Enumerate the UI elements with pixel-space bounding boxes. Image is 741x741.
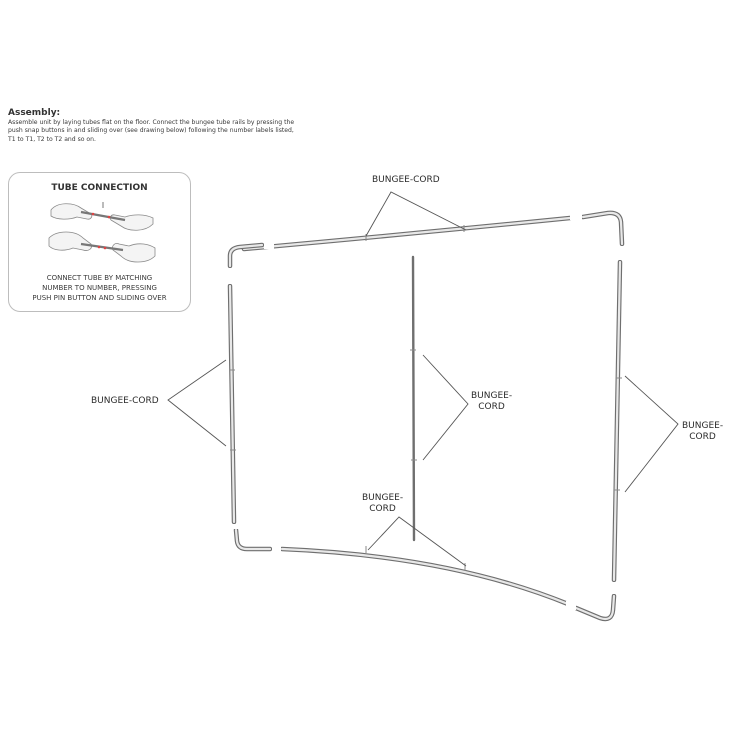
top-right-corner-tube bbox=[583, 213, 622, 244]
tube-joint-gap bbox=[226, 268, 234, 284]
label-text: BUNGEE- bbox=[362, 493, 404, 503]
bottom-rail bbox=[282, 549, 568, 604]
label-text: BUNGEE- bbox=[471, 391, 513, 401]
assembly-line: push snap buttons in and sliding over (see drawing below) following the number labels listed, bbox=[8, 127, 294, 135]
center-upper-bungee-leader bbox=[423, 355, 468, 460]
center-pole bbox=[413, 257, 414, 540]
right-bungee-leader bbox=[625, 376, 678, 492]
tube-joint-gap bbox=[272, 545, 281, 553]
left-rail bbox=[230, 286, 234, 522]
tube-connection-caption: CONNECT TUBE BY MATCHING NUMBER TO NUMBER, PRESSING PUSH PIN BUTTON AND SLIDING OVER bbox=[32, 274, 167, 303]
label-text: BUNGEE-CORD bbox=[372, 175, 440, 185]
label-text: CORD bbox=[478, 402, 505, 413]
bungee-cord-label-top bbox=[372, 175, 440, 186]
tube-joint-gap bbox=[264, 241, 274, 249]
label-text: BUNGEE-CORD bbox=[91, 396, 159, 406]
bungee-cord-label-center-lower bbox=[362, 493, 403, 516]
assembly-title: Assembly: bbox=[8, 108, 61, 118]
assembly-line: Assemble unit by laying tubes flat on the floor. Connect the bungee tube rails by pressing the bbox=[8, 119, 295, 126]
tube-joint-gap bbox=[570, 212, 582, 220]
bungee-cord-label-right bbox=[682, 421, 723, 444]
right-rail bbox=[614, 262, 620, 580]
top-rail bbox=[244, 218, 570, 249]
bottom-left-corner-tube bbox=[236, 530, 270, 549]
assembly-line: T1 to T1, T2 to T2 and so on. bbox=[8, 135, 96, 143]
tube-joint-gap bbox=[230, 524, 238, 529]
tube-joint-gap bbox=[616, 246, 624, 260]
tube-connection-title: TUBE CONNECTION bbox=[51, 183, 148, 193]
label-text: BUNGEE- bbox=[682, 421, 724, 431]
tube-joint-gap bbox=[609, 582, 618, 594]
bungee-cord-label-left bbox=[91, 396, 159, 407]
left-bungee-leader bbox=[168, 360, 226, 446]
label-text: CORD bbox=[689, 432, 716, 443]
label-text: CORD bbox=[369, 504, 396, 515]
tube-joint-gap bbox=[566, 601, 576, 610]
bottom-right-corner-tube bbox=[576, 596, 614, 619]
bungee-cord-label-center-upper bbox=[471, 391, 512, 414]
